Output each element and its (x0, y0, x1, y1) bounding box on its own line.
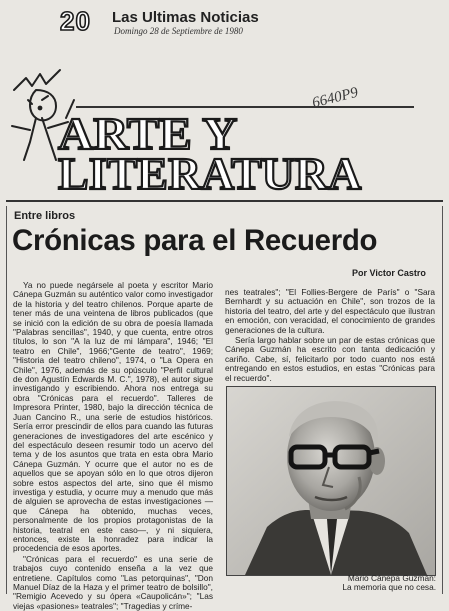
dateline: Domingo 28 de Septiembre de 1980 (114, 26, 243, 36)
page-number: 20 (60, 6, 91, 36)
newspaper-name: Las Ultimas Noticias (112, 9, 259, 26)
article-column-2 (225, 288, 435, 388)
section-title-line2: LITERATURA (58, 148, 362, 199)
article-headline: Crónicas para el Recuerdo (12, 224, 378, 257)
article-kicker: Entre libros (14, 210, 76, 222)
caption-text: La memoria que no cesa. (342, 582, 436, 593)
section-title-line1: ARTE Y (58, 108, 238, 159)
article-column-1 (13, 280, 213, 611)
paragraph: Sería largo hablar sobre un par de estas crónicas que Cánepa Guzmán ha escrito con tanta dedicación y cariño. Cabe, sí, felicitarlo por todo cuanto nos está entregando en estos estudios, en estas "Crónicas para el recuerdo". (225, 335, 435, 383)
masthead-rule-bottom (6, 200, 443, 202)
photo-caption (300, 574, 436, 593)
portrait-illustration-icon (227, 387, 435, 575)
paragraph: "Crónicas para el recuerdo" es una serie de trabajos cuyo contenido enseña a la vez que entretiene. Capítulos como "Las petorquinas", "Don Manuel Díaz de la Haza y el primer teatro de bolsillo", "Remigio Acevedo y su ópera «Caupolicán»"; "Las viejas «pasiones» teatrales"; "Tragedias y críme- (13, 553, 213, 611)
article-byline: Por Victor Castro (352, 268, 426, 278)
author-portrait-photo (226, 386, 436, 576)
paragraph: nes teatrales"; "El Follies-Bergere de París" o "Sara Bernhardt y su actuación en Chile", son trozos de la historia del teatro, del arte y del espectáculo que ilustran en emoción, con veracidad, el conocimiento de grandes generaciones de la cultura. (225, 287, 435, 335)
caption-name: Mario Cánepa Guzmán: (347, 573, 436, 583)
paragraph: Ya no puede negársele al poeta y escritor Mario Cánepa Guzmán su auténtico valor como investigador de la historia y del teatro chilenos. Porque aparte de tener más de una veintena de libros publicados (que se inició con la edición de su obra de poesía llamada "Palabras sencillas", 1940, y que cuenta, entre otros títulos, lo son "A la luz de mi lámpara", 1946; "El teatro en Chile", 1966;"Gente de teatro", 1969; "Historia del teatro chileno", 1974, o "La Opera en Chile", 1976, además de su opúsculo "Perfil cultural de don Agustín Edwards M. C.", 1978), el autor sigue investigando y escribiendo. Ahora nos entrega su obra "Crónicas para el recuerdo". Talleres de Impresora Printer, 1980, bajo la dirección técnica de Juan Cancino R., una serie de estudios históricos. Sería error prescindir de ellos para cuando las futuras generaciones de investigadores del arte escénico y del espectáculo deseen resumir todo un acervo del tema y de los asuntos que trata en esta obra Mario Cánepa Guzmán. Y ocurre que el autor no es de aquellos que se apoyan sólo en lo que otros dijeron sobre estos aspectos del arte, sino que él mismo investiga y estudia, y ocurre muy a menudo que más de alguien se aprovecha de estas investigaciones —que Cánepa ha obtenido, muchas veces, personalmente de los propios protagonistas de la historia, teatral en este caso—, y ni siquiera, entonces, existe la honradez para indicar la procedencia de esos aportes. (13, 280, 213, 554)
handwritten-note: 6640P9 (310, 84, 360, 112)
article-frame-right (442, 206, 443, 594)
article-frame-left (6, 206, 7, 594)
